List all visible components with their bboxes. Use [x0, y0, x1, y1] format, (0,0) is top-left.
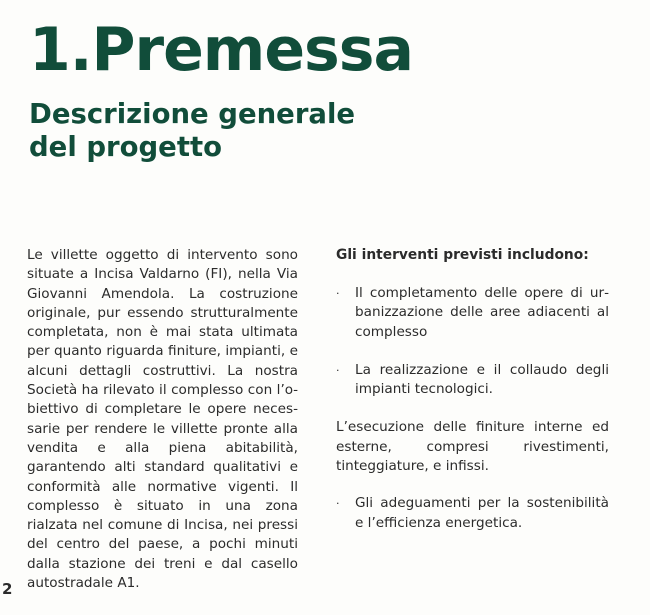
- bullet-icon: ·: [336, 363, 340, 377]
- interventions-column: [336, 245, 609, 552]
- page-number: 2: [2, 580, 13, 598]
- list-item-text: La realizzazione e il collaudo degli impianti tecnologici.: [355, 361, 609, 398]
- list-item: [336, 284, 609, 342]
- list-item-text: Il completamento delle opere di urbanizzazione delle aree adiacenti al complesso: [355, 285, 609, 340]
- page-title: 1.Premessa: [29, 15, 413, 85]
- finishes-paragraph: L’esecuzione delle finiture interne ed esterne, compresi rivestimenti, tinteggiature, e infissi.: [336, 419, 609, 475]
- list-item: [336, 361, 609, 400]
- intro-paragraph: Le villette oggetto di intervento sono situate a Incisa Valdarno (FI), nella Via Giovanni Amendola. La costruzione originale, pur essendo strutturalmente completata, non è mai stata ultimata per quanto riguarda finiture, impianti, e alcuni dettagli costruttivi. La nostra Società ha rilevato il complesso con l’obiettivo di completare le opere necessarie per rendere le villette pronte alla vendita e alla piena abitabilità, garantendo alti standard qualitativi e conformità alle normative vigenti. Il complesso è situato in una zona rialzata nel comune di Incisa, nei pressi del centro del paese, a pochi minuti dalla stazione dei treni e dal casello autostradale A1.: [27, 247, 298, 592]
- list-item-text: Gli adeguamenti per la sostenibilità e l’efficienza energetica.: [355, 495, 609, 531]
- bullet-icon: ·: [336, 287, 340, 300]
- interventions-heading: Gli interventi previsti includono:: [336, 247, 589, 263]
- section-subtitle: Descrizione generale del progetto: [29, 98, 356, 163]
- bullet-icon: ·: [336, 497, 340, 511]
- list-item: [336, 494, 609, 533]
